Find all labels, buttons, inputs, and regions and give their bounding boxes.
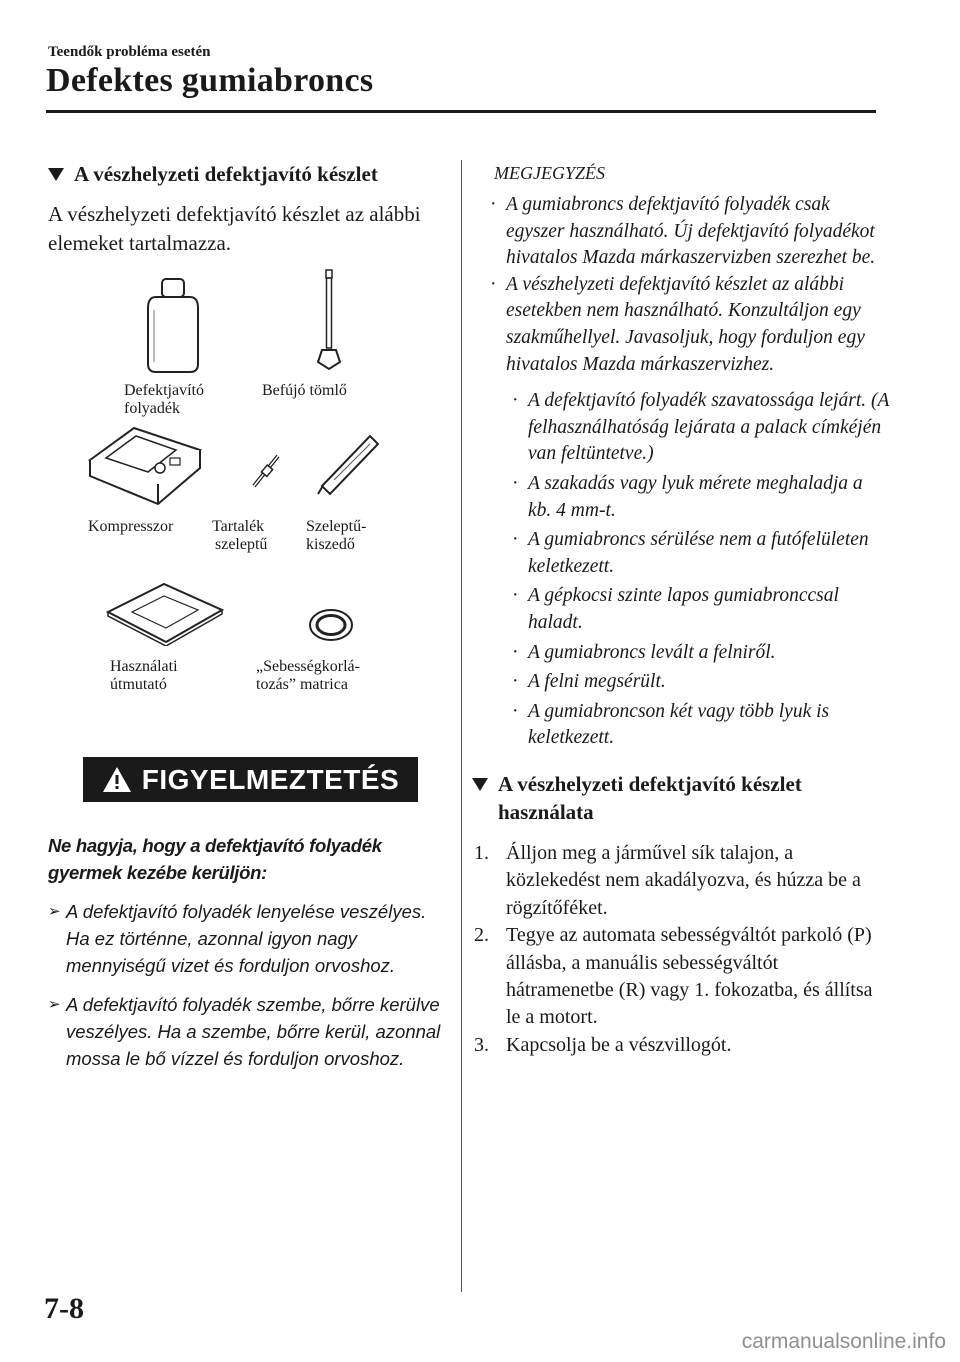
valve-core-caption: Tartalék szeleptű [212,518,268,553]
page-number: 7-8 [44,1292,84,1325]
warning-item: ➢ A defektjavító folyadék szembe, bőrre kerülve veszélyes. Ha a szembe, bőrre kerül, azonnal mossa le bő vízzel és forduljon orvoshoz. [48,991,443,1072]
note-subitem: · A defektjavító folyadék szavatossága lejárt. (A felhasználhatóság lejárata a palack címkéjén van feltüntetve.) [512,388,890,468]
manual-caption: Használati útmutató [110,658,178,693]
column-divider [461,160,462,1292]
step-item: 1. Álljon meg a járművel sík talajon, a közlekedést nem akadályozva, és húzza be a rögzítőféket. [474,841,861,919]
step-item: 3. Kapcsolja be a vészvillogót. [474,1033,732,1056]
note-item: · A gumiabroncs defektjavító folyadék csak egyszer használható. Új defektjavító folyadékot hivatalos Mazda márkaszervizben szerezhet be. [490,192,890,272]
dot-bullet-icon: · [512,700,519,722]
compressor-icon [86,424,204,510]
kit-intro: A vészhelyzeti defektjavító készlet az alábbi elemeket tartalmazza. [48,202,421,255]
sticker-caption: „Sebességkorlá- tozás” matrica [256,658,360,693]
left-column [48,160,443,1072]
dot-bullet-icon: · [512,472,519,494]
sealant-caption: Defektjavító folyadék [124,382,204,417]
warning-triangle-icon [102,766,132,793]
note-subitem: · A gépkocsi szinte lapos gumiabronccsal haladt. [512,583,890,636]
dot-bullet-icon: · [490,194,497,215]
right-column [474,160,890,1059]
speed-sticker-icon [308,608,354,642]
note-subitem: · A gumiabroncson két vagy több lyuk is keletkezett. [512,699,890,752]
section-label: Teendők probléma esetén [48,44,211,60]
dot-bullet-icon: · [512,641,519,663]
step-item: 2. Tegye az automata sebességváltót parkoló (P) állásba, a manuális sebességváltót hátramenetbe (R) vagy 1. fokozatba, és állítsa le a motort. [474,924,873,1029]
page-title: Defektes gumiabroncs [46,62,374,99]
compressor-caption: Kompresszor [88,518,174,535]
arrow-bullet-icon: ➢ [48,903,61,920]
note-subitem: · A felni megsérült. [512,669,890,696]
watermark: carmanualsonline.info [741,1330,946,1353]
dot-bullet-icon: · [512,671,519,693]
valve-remover-caption: Szeleptű- kiszedő [306,518,367,553]
dot-bullet-icon: · [512,585,519,607]
warning-item: ➢ A defektjavító folyadék lenyelése veszélyes. Ha ez történne, azonnal igyon nagy mennyiségű vizet és forduljon orvoshoz. [48,898,443,979]
hose-caption: Befújó tömlő [262,382,347,399]
note-subitem: · A gumiabroncs levált a felniről. [512,640,890,667]
warning-lead: Ne hagyja, hogy a defektjavító folyadék gyermek kezébe kerüljön: [48,835,382,883]
triangle-marker-icon [48,168,64,181]
dot-bullet-icon: · [512,529,519,551]
dot-bullet-icon: · [512,390,519,412]
note-item: · A vészhelyzeti defektjavító készlet az alábbi esetekben nem használható. Konzultáljon egy szakműhellyel. Javasoljuk, hogy forduljon egy hivatalos Mazda márkaszervizhez. [490,272,890,378]
valve-remover-icon [312,432,380,498]
warning-banner: FIGYELMEZTETÉS [83,757,418,802]
manual-icon [106,582,224,646]
arrow-bullet-icon: ➢ [48,996,61,1013]
note-heading: MEGJEGYZÉS [494,163,605,183]
inflation-hose-icon [314,268,344,372]
kit-illustration [48,264,443,739]
note-subitem: · A szakadás vagy lyuk mérete meghaladja a kb. 4 mm-t. [512,471,890,524]
dot-bullet-icon: · [490,273,497,295]
note-subitem: · A gumiabroncs sérülése nem a futófelületen keletkezett. [512,527,890,580]
header-rule [46,110,876,113]
usage-heading: A vészhelyzeti defektjavító készlet használata [472,770,852,826]
sealant-bottle-icon [146,278,200,374]
kit-heading: A vészhelyzeti defektjavító készlet [48,160,443,188]
triangle-marker-icon [472,778,488,791]
valve-core-icon [250,450,284,490]
usage-steps [474,840,890,1059]
